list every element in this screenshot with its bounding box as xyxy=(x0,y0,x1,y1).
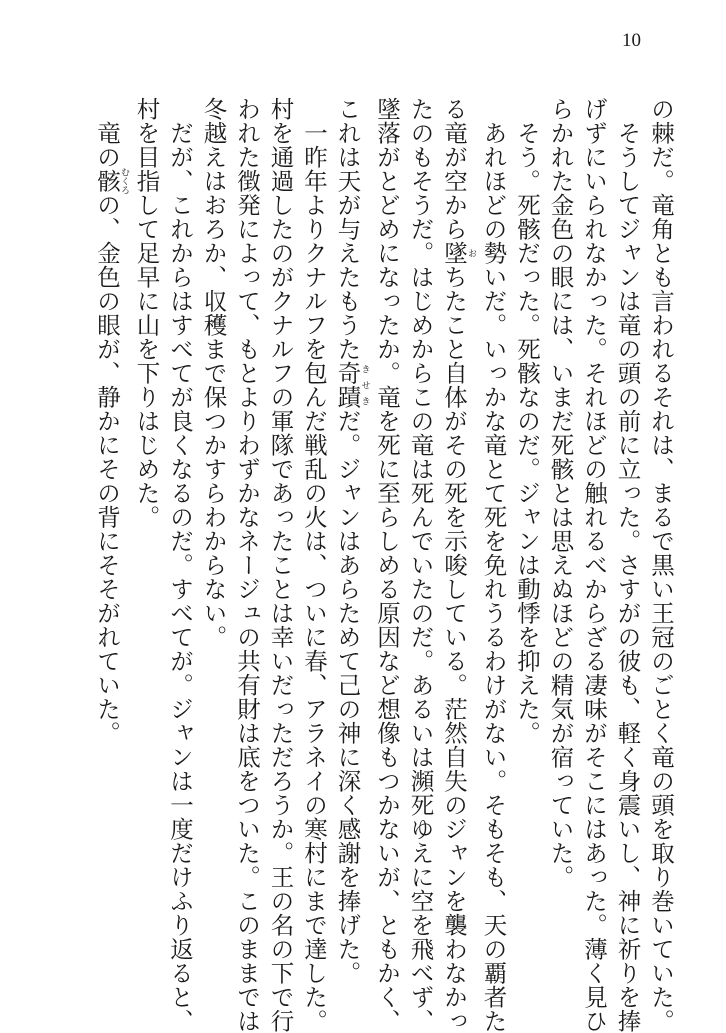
text-line: 冬越えはおろか、収穫まで保つかすらわからない。 xyxy=(199,97,228,649)
ruby-base: 墜 xyxy=(440,241,468,265)
text-line: だが、これからはすべてが良くなるのだ。すべてが。ジャンは一度だけふり返ると、 xyxy=(166,97,194,1033)
text-line: 墜落がとどめになったか。竜を死に至らしめる原因など想像もつかないが、ともかく、 xyxy=(373,97,401,1033)
line-segment: これは天が与えたもうた xyxy=(333,97,362,361)
line-segment: ちたこと自体がその死を示唆している。茫然自失のジャンを襲わなかっ xyxy=(440,265,468,1033)
ruby-base: 骸 xyxy=(93,167,121,195)
ruby-reading: むくろ xyxy=(119,167,129,195)
text-line: そうしてジャンは竜の頭の前に立った。さすがの彼も、軽く身震いし、神に祈りを捧 xyxy=(613,97,642,1033)
ruby-reading: お xyxy=(466,241,476,265)
text-line: あれほどの勢いだ。いっかな竜とて死を免れうるわけがない。そもそも、天の覇者た xyxy=(479,97,508,1033)
text-line: らかれた金色の眼には、いまだ死骸とは思えぬほどの精気が宿っていた。 xyxy=(546,97,575,889)
line-segment: 竜の xyxy=(93,97,121,169)
line-segment: の、金色の眼が、静かにその背にそそがれていた。 xyxy=(93,193,121,745)
text-line: げずにいられなかった。それほどの触れるべからざる凄味がそこにはあった。薄く見ひ xyxy=(580,97,608,1033)
text-line xyxy=(437,97,477,1033)
furigana-word xyxy=(440,241,476,265)
text-line: 村を目指して足早に山を下りはじめた。 xyxy=(132,97,161,529)
ruby-reading: きせき xyxy=(359,361,370,409)
line-segment: だ。ジャンはあらためて己の神に深く感謝を捧げた。 xyxy=(333,409,362,985)
text-line: の棘だ。竜角とも言われるそれは、まるで黒い王冠のごとく竜の頭を取り巻いていた。 xyxy=(647,97,675,1033)
text-line: そう。死骸だった。死骸なのだ。ジャンは動悸を抑えた。 xyxy=(513,97,541,745)
ruby-base: 奇蹟 xyxy=(333,361,362,409)
page-number: 10 xyxy=(622,30,641,51)
text-line: 村を通過したのがクナルフの軍隊であったことは幸いだっただろうか。王の名の下で行 xyxy=(266,97,295,1033)
text-line xyxy=(330,97,370,985)
text-line: われた徴発によって、もとよりわずかなネージュの共有財は底をついた。このままでは xyxy=(233,97,261,1033)
text-line: たのもそうだ。はじめからこの竜は死んでいたのだ。あるいは瀕死ゆえに空を飛べず、 xyxy=(406,97,435,1033)
furigana-word xyxy=(333,361,370,409)
text-line xyxy=(90,97,130,957)
body-text xyxy=(90,97,678,1033)
line-segment: る竜が空から xyxy=(440,97,468,241)
text-line: 一昨年よりクナルフを包んだ戦乱の火は、ついに春、アラネイの寒村にまで達した。 xyxy=(300,97,328,1033)
furigana-word xyxy=(93,167,129,195)
